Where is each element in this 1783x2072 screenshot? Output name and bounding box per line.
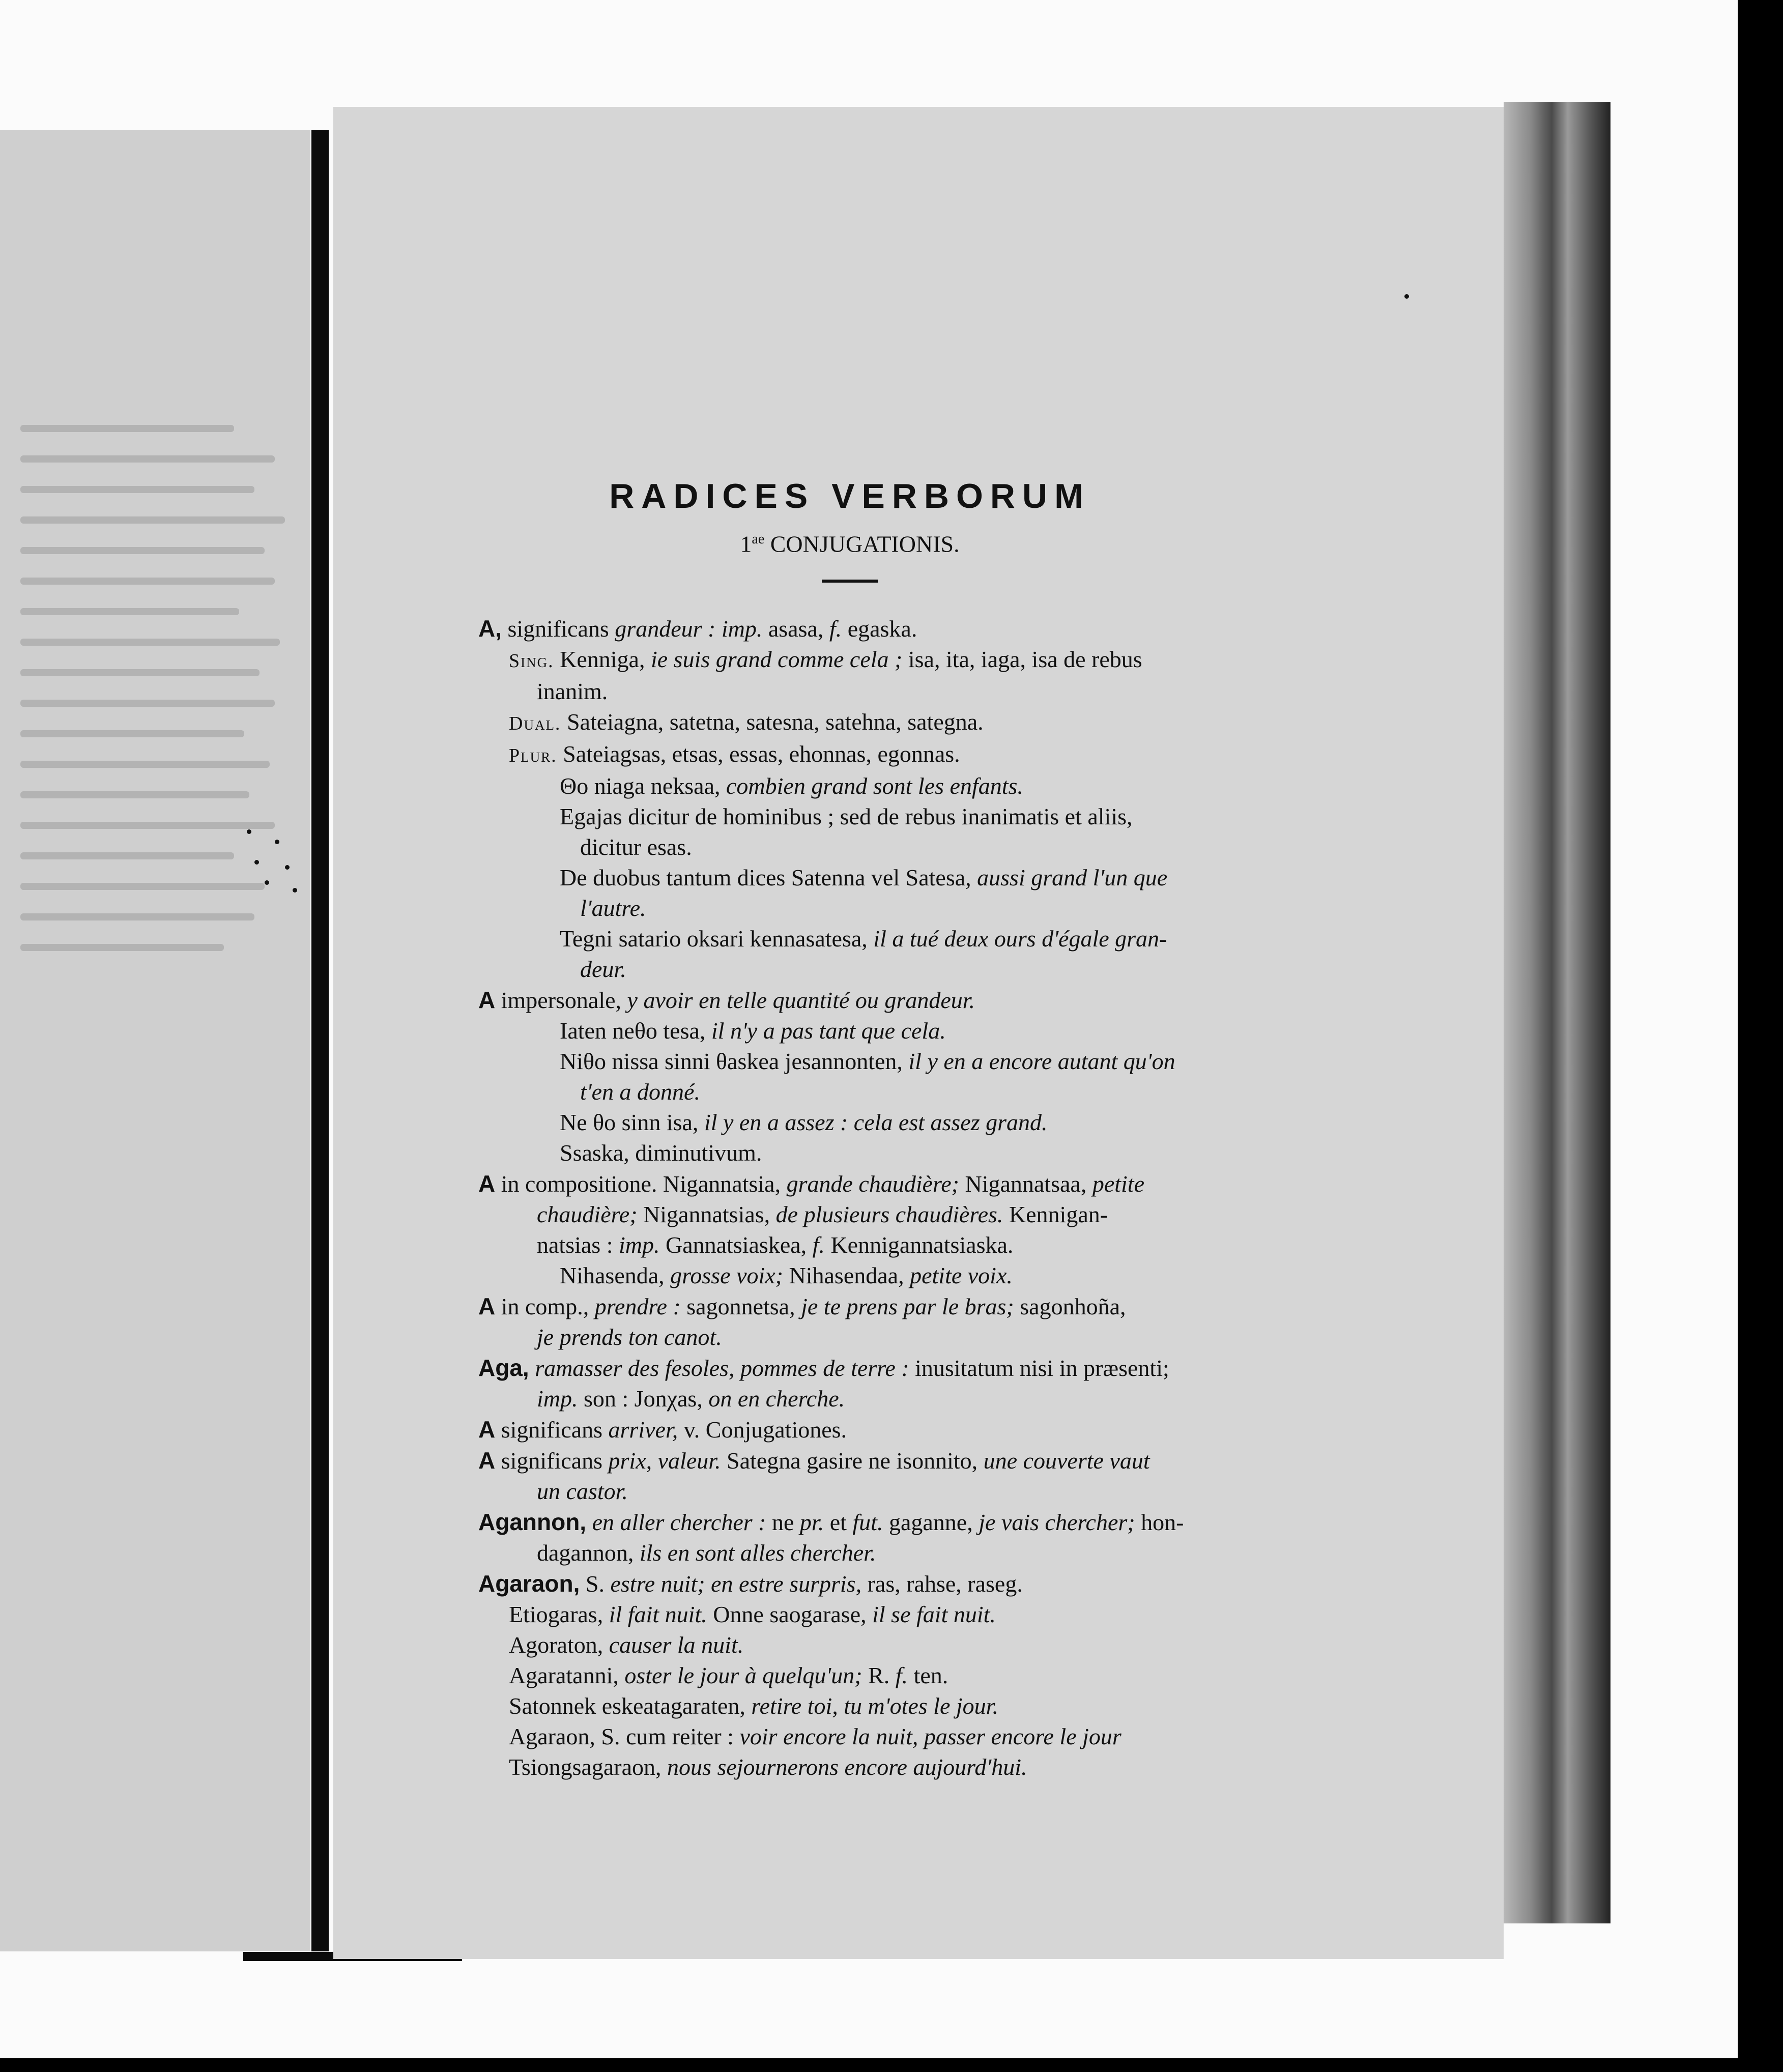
gloss-text: ils en sont alles chercher. (639, 1540, 876, 1566)
gloss-text: prix, valeur. (608, 1448, 721, 1474)
entry-text: egaska. (842, 616, 917, 642)
headword: A (478, 987, 496, 1014)
entry-text: Sateiagsas, etsas, essas, ehonnas, egonnas. (557, 741, 960, 767)
ghost-line (20, 516, 285, 524)
entry-line (478, 676, 1221, 707)
entry-line (478, 1046, 1221, 1077)
gloss-text: l'autre. (580, 895, 646, 922)
gloss-text: deur. (580, 956, 626, 983)
grammar-label: Plur. (509, 745, 557, 767)
subtitle-text: CONJUGATIONIS. (764, 531, 960, 557)
entry-text: ras, rahse, raseg. (861, 1571, 1023, 1597)
entry-line (478, 801, 1221, 832)
entry-text: Tegni satario oksari kennasatesa, (560, 926, 874, 952)
gloss-text: imp. (618, 1232, 660, 1258)
gloss-text: y avoir en telle quantité ou grandeur. (627, 987, 975, 1014)
entry-text: Onne saogarase, (707, 1601, 873, 1628)
headword: A, (478, 615, 502, 642)
entry-line (478, 1230, 1221, 1260)
gloss-text: un castor. (537, 1478, 628, 1505)
gloss-text: prendre : (594, 1293, 681, 1320)
ghost-line (20, 547, 265, 554)
headword: Agaraon, (478, 1570, 580, 1597)
gloss-text: ramasser des fesoles, pommes de terre : (535, 1355, 909, 1382)
entry-text: dicitur esas. (580, 834, 692, 860)
entry-line (478, 1384, 1221, 1414)
gloss-text: f. (812, 1232, 825, 1258)
page-content (478, 473, 1221, 1782)
entry-text: ten. (908, 1662, 948, 1689)
ghost-line (20, 944, 224, 951)
entry-line (478, 644, 1221, 676)
headword: A (478, 1447, 496, 1474)
entry-text: ne (766, 1509, 800, 1536)
entry-line (478, 985, 1221, 1016)
entry-line (478, 1199, 1221, 1230)
headword: A (478, 1293, 496, 1320)
entry-text: impersonale, (495, 987, 627, 1014)
gloss-text: en aller chercher : (592, 1509, 766, 1536)
entry-text: v. Conjugationes. (678, 1417, 847, 1443)
gloss-text: il fait nuit. (609, 1601, 707, 1628)
entry-text: Nigannatsias, (637, 1201, 776, 1228)
gloss-text: retire toi, tu m'otes le jour. (751, 1693, 998, 1719)
entry-text: Θo niaga neksaa, (560, 773, 726, 799)
entry-line (478, 1691, 1221, 1721)
entry-text: significans (502, 616, 615, 642)
page-edge (1504, 102, 1611, 1923)
entry-line (478, 1568, 1221, 1599)
gloss-text: une couverte vaut (983, 1448, 1150, 1474)
entry-text: et (824, 1509, 853, 1536)
entry-line (478, 1538, 1221, 1568)
ghost-line (20, 913, 254, 920)
gloss-text: il y en a encore autant qu'on (908, 1048, 1175, 1075)
subtitle-number: 1 (740, 531, 752, 557)
ghost-line (20, 608, 239, 615)
ghost-line (20, 425, 234, 432)
speck (293, 888, 297, 893)
entry-line (478, 707, 1221, 739)
entry-line (478, 924, 1221, 954)
entry-line (478, 1260, 1221, 1291)
gloss-text: nous sejournerons encore aujourd'hui. (667, 1754, 1027, 1780)
entry-text: Satonnek eskeatagaraten, (509, 1693, 752, 1719)
gloss-text: grosse voix; (670, 1262, 784, 1289)
entry-text: gaganne, (883, 1509, 979, 1536)
entry-text: Agoraton, (509, 1632, 609, 1658)
entry-text: Nihasendaa, (783, 1262, 910, 1289)
gloss-text: imp. (537, 1386, 578, 1412)
entry-text: Iaten neθo tesa, (560, 1018, 711, 1044)
gloss-text: voir encore la nuit, passer encore le jour (739, 1723, 1121, 1750)
entry-text: Tsiongsagaraon, (509, 1754, 668, 1780)
entry-text: asasa, (762, 616, 829, 642)
gloss-text: grande chaudière; (786, 1171, 959, 1197)
entry-text: Etiogaras, (509, 1601, 609, 1628)
entry-text: Sateiagna, satetna, satesna, satehna, sategna. (561, 709, 984, 735)
entry-line (478, 1168, 1221, 1199)
entry-text: Sategna gasire ne isonnito, (721, 1448, 984, 1474)
ghost-line (20, 730, 244, 737)
ghost-line (20, 669, 260, 676)
ghost-line (20, 700, 275, 707)
entry-line (478, 1476, 1221, 1507)
entry-text: isa, ita, iaga, isa de rebus (902, 646, 1142, 673)
entry-line (478, 1291, 1221, 1322)
entry-line (478, 1599, 1221, 1630)
grammar-label: Dual. (509, 713, 561, 735)
gloss-text: combien grand sont les enfants. (726, 773, 1023, 799)
entry-line (478, 1077, 1221, 1107)
facing-page (0, 130, 310, 1951)
entry-line (478, 1322, 1221, 1352)
grammar-label: Sing. (509, 650, 554, 672)
gloss-text: grandeur : imp. (615, 616, 763, 642)
entry-text: hon- (1135, 1509, 1184, 1536)
speck (254, 860, 259, 865)
entry-text: Ne θo sinn isa, (560, 1109, 704, 1136)
entry-line (478, 1352, 1221, 1384)
entry-line (478, 1630, 1221, 1660)
entry-text: Agaraon, S. cum reiter : (509, 1723, 740, 1750)
entry-line (478, 862, 1221, 893)
entry-text: natsias : (537, 1232, 619, 1258)
ghost-line (20, 639, 280, 646)
gloss-text: arriver, (608, 1417, 678, 1443)
gloss-text: causer la nuit. (609, 1632, 744, 1658)
entry-line (478, 1414, 1221, 1445)
entry-text: inanim. (537, 678, 608, 705)
entry-text: Ssaska, diminutivum. (560, 1140, 762, 1166)
entry-line (478, 1016, 1221, 1046)
entry-text (529, 1355, 535, 1381)
entry-line (478, 1721, 1221, 1752)
gloss-text: chaudière; (537, 1201, 638, 1228)
binding-gutter (311, 130, 329, 1951)
gloss-text: oster le jour à quelqu'un; (624, 1662, 862, 1689)
page-title: RADICES VERBORUM (609, 477, 1090, 515)
entry-text: son : Jonχas, (578, 1386, 709, 1412)
entry-text: dagannon, (537, 1540, 640, 1566)
gloss-text: fut. (852, 1509, 883, 1536)
entry-text: sagonnetsa, (680, 1293, 801, 1320)
entry-line (478, 771, 1221, 801)
headword: Aga, (478, 1355, 529, 1382)
gloss-text: il y en a assez : cela est assez grand. (704, 1109, 1048, 1136)
ghost-line (20, 486, 254, 493)
entry-text: in compositione. Nigannatsia, (495, 1171, 787, 1197)
gloss-text: il a tué deux ours d'égale gran- (873, 926, 1167, 952)
gloss-text: f. (895, 1662, 908, 1689)
gloss-text: il se fait nuit. (872, 1601, 996, 1628)
ghost-line (20, 455, 275, 463)
page-subtitle (478, 524, 1221, 559)
entry-text: S. (580, 1571, 611, 1597)
entry-text: Kennigan- (1003, 1201, 1108, 1228)
entry-text: Nihasenda, (560, 1262, 671, 1289)
entry-text: Niθo nissa sinni θaskea jesannonten, (560, 1048, 909, 1075)
speck (285, 865, 290, 870)
speck (1404, 294, 1409, 299)
ghost-line (20, 822, 275, 829)
gloss-text: il n'y a pas tant que cela. (711, 1018, 946, 1044)
gloss-text: ie suis grand comme cela ; (650, 646, 903, 673)
entry-line (478, 1660, 1221, 1691)
gloss-text: estre nuit; en estre surpris, (610, 1571, 862, 1597)
entry-line (478, 954, 1221, 985)
headword: Agannon, (478, 1509, 587, 1536)
gloss-text: on en cherche. (708, 1386, 845, 1412)
gloss-text: de plusieurs chaudières. (775, 1201, 1003, 1228)
entry-text: Gannatsiaskea, (659, 1232, 813, 1258)
gloss-text: petite (1092, 1171, 1145, 1197)
gloss-text: t'en a donné. (580, 1079, 700, 1105)
entry-text: De duobus tantum dices Satenna vel Satesa, (560, 865, 977, 891)
entry-text: Kennigannatsiaska. (824, 1232, 1014, 1258)
entry-text: Agaratanni, (509, 1662, 625, 1689)
entry-text: Egajas dicitur de hominibus ; sed de rebus inanimatis et aliis, (560, 803, 1133, 830)
ghost-line (20, 791, 249, 798)
entry-text: Kenniga, (554, 646, 651, 673)
gloss-text: petite voix. (910, 1262, 1013, 1289)
entry-text: R. (862, 1662, 896, 1689)
dictionary-entries (478, 613, 1221, 1782)
ghost-line (20, 883, 265, 890)
title-divider (822, 580, 878, 583)
gloss-text: je prends ton canot. (537, 1324, 722, 1350)
entry-text: sagonhoña, (1014, 1293, 1126, 1320)
entry-line (478, 1138, 1221, 1168)
entry-line (478, 613, 1221, 644)
entry-line (478, 739, 1221, 771)
speck (247, 829, 251, 834)
gloss-text: je te prens par le bras; (801, 1293, 1014, 1320)
ghost-line (20, 578, 275, 585)
speck (275, 840, 279, 844)
entry-text: Nigannatsaa, (959, 1171, 1092, 1197)
gloss-text: je vais chercher; (979, 1509, 1135, 1536)
entry-text (586, 1509, 592, 1535)
speck (265, 880, 269, 885)
subtitle-superscript: ae (752, 531, 765, 547)
entry-line (478, 1445, 1221, 1476)
ghost-line (20, 852, 234, 859)
headword: A (478, 1170, 496, 1197)
entry-line (478, 1507, 1221, 1538)
gloss-text: f. (829, 616, 842, 642)
headword: A (478, 1416, 496, 1443)
entry-line (478, 1107, 1221, 1138)
gloss-text: pr. (799, 1509, 824, 1536)
entry-line (478, 1752, 1221, 1782)
ghost-line (20, 761, 270, 768)
entry-text: inusitatum nisi in præsenti; (909, 1355, 1169, 1382)
entry-text: significans (495, 1448, 609, 1474)
entry-line (478, 893, 1221, 924)
gloss-text: aussi grand l'un que (977, 865, 1168, 891)
entry-text: significans (495, 1417, 609, 1443)
entry-line (478, 832, 1221, 862)
entry-text: in comp., (495, 1293, 595, 1320)
